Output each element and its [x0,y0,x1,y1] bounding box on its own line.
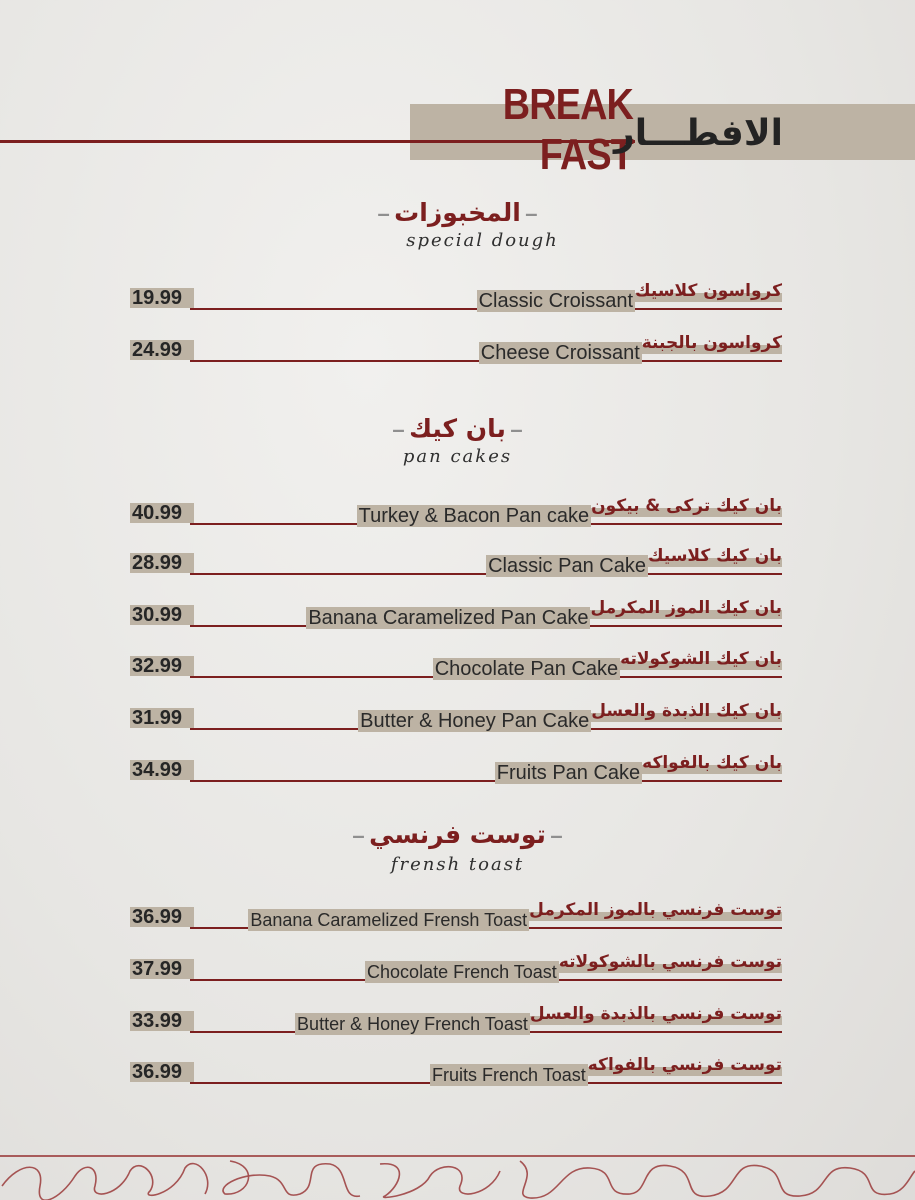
section-subtitle [25,230,915,252]
menu-item-row [130,541,782,581]
item-name-en: Cheese Croissant [480,342,640,364]
item-price: 24.99 [130,340,194,360]
item-name-en: Banana Caramelized Frensh Toast [250,910,528,930]
item-price: 33.99 [130,1011,194,1031]
page-title-en: BREAK FAST [502,80,633,179]
item-name-en: Banana Caramelized Pan Cake [308,607,589,629]
heading-dash-left: – [377,201,390,226]
page-title-ar: الافطـــار [614,113,783,154]
menu-item-row [130,328,782,368]
item-label [357,495,782,527]
item-name-en: Turkey & Bacon Pan cake [358,505,590,527]
section-title-ar: المخبوزات [394,198,521,227]
section-title-ar: بان كيك [409,414,506,443]
section-title-en: pan cakes [402,446,513,467]
item-name-en: Fruits Pan Cake [496,762,641,784]
item-name-ar: بان كيك الذبدة والعسل [591,701,782,721]
item-name-ar: توست فرنسي بالفواكه [587,1055,782,1075]
item-price: 37.99 [130,959,194,979]
item-name-ar: كرواسون كلاسيك [635,281,782,301]
item-label [358,700,782,732]
section-title-en: frensh toast [390,854,525,875]
item-name-ar: بان كيك كلاسيك [647,546,782,566]
item-label [248,899,782,931]
item-name-en: Chocolate French Toast [367,962,557,982]
item-name-en: Butter & Honey French Toast [297,1014,528,1034]
heading-dash-left: – [352,823,365,848]
menu-item-row [130,947,782,987]
item-name-ar: بان كيك الشوكولاته [620,649,782,669]
menu-item-row [130,491,782,531]
item-price: 36.99 [130,907,194,927]
menu-item-row [130,644,782,684]
item-label [295,1003,782,1035]
menu-item-row [130,895,782,935]
item-name-ar: بان كيك بالفواكه [642,753,782,773]
item-label [430,1054,782,1086]
item-label [306,597,782,629]
item-label [479,332,782,364]
heading-dash-left: – [392,417,405,442]
item-name-en: Classic Croissant [478,290,634,312]
section-title-ar: توست فرنسي [369,820,546,849]
item-price: 36.99 [130,1062,194,1082]
item-price: 40.99 [130,503,194,523]
item-name-en: Chocolate Pan Cake [434,658,619,680]
heading-dash-right: – [550,823,563,848]
section-subtitle [0,854,915,876]
item-name-en: Fruits French Toast [432,1065,586,1085]
section-title-en: special dough [406,230,559,251]
footer-scribble-decoration [0,1156,915,1200]
heading-dash-right: – [525,201,538,226]
heading-dash-right: – [510,417,523,442]
item-label [486,545,782,577]
item-price: 30.99 [130,605,194,625]
menu-item-row [130,696,782,736]
item-label [365,951,782,983]
menu-item-row [130,748,782,788]
item-name-ar: كرواسون بالجبنة [641,333,782,353]
item-label [495,752,782,784]
item-name-ar: توست فرنسي بالذبدة والعسل [529,1004,782,1024]
item-price: 34.99 [130,760,194,780]
item-name-ar: توست فرنسي بالشوكولاته [558,952,782,972]
section-heading-pan-cakes [0,414,915,444]
item-name-en: Classic Pan Cake [488,555,646,577]
item-name-ar: بان كيك تركى & بيكون [591,496,782,516]
menu-item-row [130,593,782,633]
menu-item-row [130,276,782,316]
item-price: 28.99 [130,553,194,573]
section-subtitle [0,446,915,468]
menu-item-row [130,999,782,1039]
section-heading-special-dough [0,198,915,228]
item-name-ar: توست فرنسي بالموز المكرمل [529,900,782,920]
item-name-en: Butter & Honey Pan Cake [360,710,590,732]
item-name-ar: بان كيك الموز المكرمل [590,598,782,618]
item-label [477,280,782,312]
item-label [433,648,782,680]
item-price: 31.99 [130,708,194,728]
item-price: 32.99 [130,656,194,676]
section-heading-frensh-toast [0,820,915,850]
menu-item-row [130,1050,782,1090]
item-price: 19.99 [130,288,194,308]
